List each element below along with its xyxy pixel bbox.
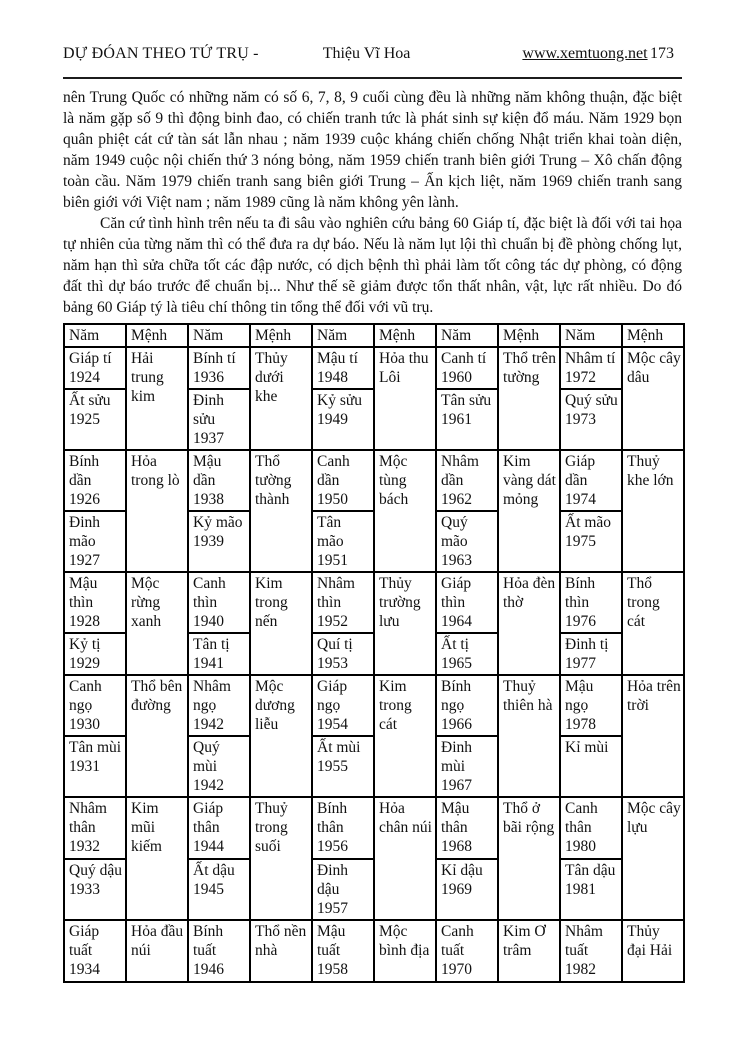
year-name: Canh ngọ — [69, 678, 102, 714]
menh-cell: Thổ ở bãi rộng — [498, 797, 560, 920]
year-value: 1962 — [441, 491, 472, 508]
year-name: Giáp ngọ — [317, 678, 348, 714]
year-value: 1950 — [317, 491, 348, 508]
year-value: 1980 — [565, 838, 596, 855]
table-row — [64, 347, 684, 389]
year-value: 1924 — [69, 369, 100, 386]
year-name: Đinh tị — [565, 636, 609, 653]
year-cell — [188, 797, 250, 859]
column-header: Mệnh — [126, 324, 188, 347]
table-row — [64, 675, 684, 736]
destiny-table-body — [64, 347, 684, 982]
year-value: 1965 — [441, 655, 472, 672]
year-value: 1977 — [565, 655, 596, 672]
year-cell — [64, 797, 126, 859]
column-header: Mệnh — [622, 324, 684, 347]
year-name: Canh thìn — [193, 575, 226, 611]
year-cell — [560, 736, 622, 797]
year-cell — [436, 511, 498, 572]
year-value: 1929 — [69, 655, 100, 672]
year-cell — [312, 797, 374, 859]
menh-cell: Kim trong nến — [250, 572, 312, 675]
menh-cell: Hỏa thu Lôi — [374, 347, 436, 450]
year-name: Kỉ mùi — [565, 739, 609, 756]
year-name: Bính dần — [69, 453, 100, 489]
year-name: Quý dậu — [69, 862, 122, 879]
menh-cell: Thủy dưới khe — [250, 347, 312, 450]
menh-cell: Hỏa đầu núi — [126, 920, 188, 982]
year-cell — [436, 736, 498, 797]
year-value: 1976 — [565, 613, 596, 630]
year-cell — [188, 736, 250, 797]
menh-cell: Mộc rừng xanh — [126, 572, 188, 675]
year-value: 1951 — [317, 552, 348, 569]
year-value: 1975 — [565, 533, 596, 550]
year-value: 1937 — [193, 430, 224, 447]
year-cell — [188, 511, 250, 572]
year-cell — [560, 450, 622, 511]
body-text — [63, 87, 682, 318]
column-header: Năm — [188, 324, 250, 347]
header-divider — [63, 77, 682, 79]
year-name: Ất mão — [565, 514, 612, 531]
year-cell — [312, 572, 374, 633]
year-name: Giáp thân — [193, 800, 224, 836]
year-name: Ất dậu — [193, 862, 235, 879]
year-value: 1963 — [441, 552, 472, 569]
header-row — [64, 324, 684, 347]
year-value: 1942 — [193, 716, 224, 733]
year-name: Giáp tí — [69, 350, 112, 367]
year-value: 1974 — [565, 491, 596, 508]
year-cell — [312, 859, 374, 920]
year-name: Ất sửu — [69, 392, 111, 409]
menh-cell: Thổ bên đường — [126, 675, 188, 797]
year-name: Nhâm ngọ — [193, 678, 231, 714]
menh-cell: Kim trong cát — [374, 675, 436, 797]
column-header: Mệnh — [498, 324, 560, 347]
year-value: 1941 — [193, 655, 224, 672]
year-name: Tân tị — [193, 636, 230, 653]
year-value: 1954 — [317, 716, 348, 733]
year-value: 1946 — [193, 961, 224, 978]
year-value: 1966 — [441, 716, 472, 733]
column-header: Năm — [64, 324, 126, 347]
year-cell — [64, 675, 126, 736]
year-cell — [436, 797, 498, 859]
menh-cell: Mộc tùng bách — [374, 450, 436, 572]
menh-cell: Thổ tường thành — [250, 450, 312, 572]
year-value: 1982 — [565, 961, 596, 978]
year-name: Nhâm dần — [441, 453, 479, 489]
year-cell — [188, 389, 250, 450]
menh-cell: Hải trung kim — [126, 347, 188, 450]
year-name: Tân sửu — [441, 392, 492, 409]
year-value: 1926 — [69, 491, 100, 508]
paragraph-2: Căn cứ tình hình trên nếu ta đi sâu vào nghiên cứu bảng 60 Giáp tí, đặc biệt là đối với tai họa tự nhiên của từng năm thì có thể đưa ra dự báo. Nếu là năm lụt lội thì chuẩn bị đề phòng chống lụt, năm hạn thì sửa chữa tốt các đập nước, có dịch bệnh thì phải làm tốt công tác dự phòng, có động đất thì dự báo trước để chuẩn bị... Như thế sẽ giảm được tổn thất nhân, vật, lực rất nhiều. Do đó bảng 60 Giáp tý là tiêu chí thông tin tổng thể đối với vũ trụ. — [63, 215, 682, 316]
year-cell — [312, 633, 374, 675]
year-name: Đinh sửu — [193, 392, 224, 428]
year-cell — [560, 675, 622, 736]
year-cell — [560, 859, 622, 920]
year-name: Quý sửu — [565, 392, 618, 409]
menh-cell: Mộc cây dâu — [622, 347, 684, 450]
table-row — [64, 572, 684, 633]
year-name: Tân mùi — [69, 739, 122, 756]
year-name: Bính ngọ — [441, 678, 472, 714]
year-value: 1942 — [193, 777, 224, 794]
year-cell — [436, 675, 498, 736]
year-name: Tân mão — [317, 514, 344, 550]
year-cell — [312, 736, 374, 797]
table-row — [64, 797, 684, 859]
year-cell — [188, 450, 250, 511]
year-value: 1930 — [69, 716, 100, 733]
column-header: Năm — [436, 324, 498, 347]
year-value: 1978 — [565, 716, 596, 733]
column-header: Mệnh — [250, 324, 312, 347]
year-value: 1944 — [193, 838, 224, 855]
year-cell — [560, 347, 622, 389]
year-cell — [436, 633, 498, 675]
year-value: 1939 — [193, 533, 224, 550]
year-name: Mậu tuất — [317, 923, 346, 959]
year-cell — [312, 920, 374, 982]
year-cell — [188, 859, 250, 920]
year-name: Canh dần — [317, 453, 350, 489]
year-cell — [188, 347, 250, 389]
year-name: Ất tị — [441, 636, 469, 653]
menh-cell: Hỏa trong lò — [126, 450, 188, 572]
year-value: 1938 — [193, 491, 224, 508]
year-name: Nhâm tuất — [565, 923, 603, 959]
year-value: 1925 — [69, 411, 100, 428]
year-name: Canh thân — [565, 800, 598, 836]
year-name: Kỷ mão — [193, 514, 243, 531]
year-name: Quý mùi — [193, 739, 220, 775]
running-header — [63, 44, 682, 64]
year-cell — [436, 920, 498, 982]
year-cell — [188, 572, 250, 633]
year-cell — [64, 511, 126, 572]
menh-cell: Thổ nền nhà — [250, 920, 312, 982]
year-value: 1981 — [565, 881, 596, 898]
year-cell — [64, 859, 126, 920]
year-name: Nhâm thân — [69, 800, 107, 836]
year-name: Tân dậu — [565, 862, 616, 879]
menh-cell: Mộc bình địa — [374, 920, 436, 982]
year-cell — [560, 920, 622, 982]
year-value: 1957 — [317, 900, 348, 917]
year-value: 1952 — [317, 613, 348, 630]
menh-cell: Thổ trong cát — [622, 572, 684, 675]
year-name: Kỷ sửu — [317, 392, 363, 409]
year-value: 1973 — [565, 411, 596, 428]
menh-cell: Mộc cây lựu — [622, 797, 684, 920]
year-value: 1953 — [317, 655, 348, 672]
menh-cell: Hỏa đèn thờ — [498, 572, 560, 675]
year-cell — [64, 389, 126, 450]
year-cell — [312, 347, 374, 389]
year-name: Mậu thìn — [69, 575, 98, 611]
column-header: Mệnh — [374, 324, 436, 347]
table-row — [64, 920, 684, 982]
book-title: DỰ ĐÓAN THEO TỨ TRỤ - — [63, 45, 259, 62]
menh-cell: Thuỷ khe lớn — [622, 450, 684, 572]
menh-cell: Thuỷ thiên hà — [498, 675, 560, 797]
year-value: 1955 — [317, 758, 348, 775]
menh-cell: Kim Ơ trâm — [498, 920, 560, 982]
year-cell — [560, 572, 622, 633]
page-number: 173 — [650, 45, 674, 62]
column-header: Năm — [560, 324, 622, 347]
year-value: 1969 — [441, 881, 472, 898]
year-name: Nhâm tí — [565, 350, 616, 367]
year-cell — [64, 633, 126, 675]
year-name: Giáp dần — [565, 453, 596, 489]
year-cell — [436, 572, 498, 633]
year-name: Đinh mão — [69, 514, 100, 550]
year-cell — [560, 797, 622, 859]
year-name: Kỷ tị — [69, 636, 101, 653]
year-cell — [312, 450, 374, 511]
year-value: 1932 — [69, 838, 100, 855]
year-name: Quí tị — [317, 636, 353, 653]
paragraph-1: nên Trung Quốc có những năm có số 6, 7, 8, 9 cuối cùng đều là những năm không thuận, đặc biệt là năm gặp số 9 thì động binh đao, có chiến tranh tức là phát sinh sự kiện đổ máu. Năm 1929 bọn quân phiệt cát cứ tàn sát lẫn nhau ; năm 1939 cuộc kháng chiến chống Nhật triển khai toàn diện, năm 1949 cuộc nội chiến thứ 3 nóng bỏng, năm 1959 chiến tranh biên giới Trung – Xô chấn động toàn cầu. Năm 1979 chiến tranh sang biên giới Trung – Ấn kịch liệt, năm 1969 chiến tranh sang biên giới với Việt nam ; năm 1989 cũng là năm không yên lành. — [63, 89, 682, 211]
year-value: 1934 — [69, 961, 100, 978]
year-value: 1960 — [441, 369, 472, 386]
menh-cell: Hỏa trên trời — [622, 675, 684, 797]
year-value: 1936 — [193, 369, 224, 386]
website-link: www.xemtuong.net — [522, 45, 648, 62]
year-value: 1948 — [317, 369, 348, 386]
year-name: Giáp thìn — [441, 575, 472, 611]
year-value: 1933 — [69, 881, 100, 898]
year-name: Nhâm thìn — [317, 575, 355, 611]
year-cell — [188, 633, 250, 675]
year-value: 1958 — [317, 961, 348, 978]
menh-cell: Thổ trên tường — [498, 347, 560, 450]
year-cell — [64, 450, 126, 511]
year-value: 1967 — [441, 777, 472, 794]
year-value: 1940 — [193, 613, 224, 630]
year-cell — [560, 511, 622, 572]
year-name: Bính tuất — [193, 923, 224, 959]
year-value: 1956 — [317, 838, 348, 855]
menh-cell: Thủy đại Hải — [622, 920, 684, 982]
year-cell — [436, 389, 498, 450]
year-cell — [312, 675, 374, 736]
year-name: Mậu thân — [441, 800, 470, 836]
menh-cell: Kim vàng dát mỏng — [498, 450, 560, 572]
menh-cell: Kim mũi kiếm — [126, 797, 188, 920]
table-row — [64, 450, 684, 511]
year-cell — [436, 347, 498, 389]
year-name: Đinh mùi — [441, 739, 472, 775]
menh-cell: Hỏa chân núi — [374, 797, 436, 920]
year-cell — [64, 736, 126, 797]
year-name: Kỉ dậu — [441, 862, 483, 879]
year-name: Mậu ngọ — [565, 678, 594, 714]
year-cell — [436, 450, 498, 511]
year-value: 1949 — [317, 411, 348, 428]
year-value: 1927 — [69, 552, 100, 569]
year-cell — [560, 389, 622, 450]
year-cell — [560, 633, 622, 675]
destiny-table-head — [64, 324, 684, 347]
year-value: 1931 — [69, 758, 100, 775]
year-cell — [64, 572, 126, 633]
year-name: Bính tí — [193, 350, 236, 367]
year-name: Bính thân — [317, 800, 348, 836]
year-value: 1970 — [441, 961, 472, 978]
menh-cell: Mộc dương liễu — [250, 675, 312, 797]
year-cell — [312, 389, 374, 450]
year-cell — [436, 859, 498, 920]
menh-cell: Thủy trường lưu — [374, 572, 436, 675]
author-name: Thiệu Vĩ Hoa — [322, 45, 411, 62]
year-name: Mậu dần — [193, 453, 222, 489]
year-name: Bính thìn — [565, 575, 596, 611]
year-name: Giáp tuất — [69, 923, 100, 959]
year-cell — [312, 511, 374, 572]
year-name: Đinh dậu — [317, 862, 348, 898]
year-value: 1945 — [193, 881, 224, 898]
year-name: Canh tuất — [441, 923, 474, 959]
year-value: 1961 — [441, 411, 472, 428]
year-cell — [188, 675, 250, 736]
year-name: Quý mão — [441, 514, 468, 550]
year-cell — [64, 347, 126, 389]
menh-cell: Thuỷ trong suối — [250, 797, 312, 920]
year-value: 1928 — [69, 613, 100, 630]
year-name: Ất mùi — [317, 739, 361, 756]
year-cell — [64, 920, 126, 982]
year-value: 1964 — [441, 613, 472, 630]
year-value: 1968 — [441, 838, 472, 855]
column-header: Năm — [312, 324, 374, 347]
year-value: 1972 — [565, 369, 596, 386]
year-cell — [188, 920, 250, 982]
year-name: Mậu tí — [317, 350, 358, 367]
year-name: Canh tí — [441, 350, 487, 367]
destiny-table — [63, 323, 685, 983]
